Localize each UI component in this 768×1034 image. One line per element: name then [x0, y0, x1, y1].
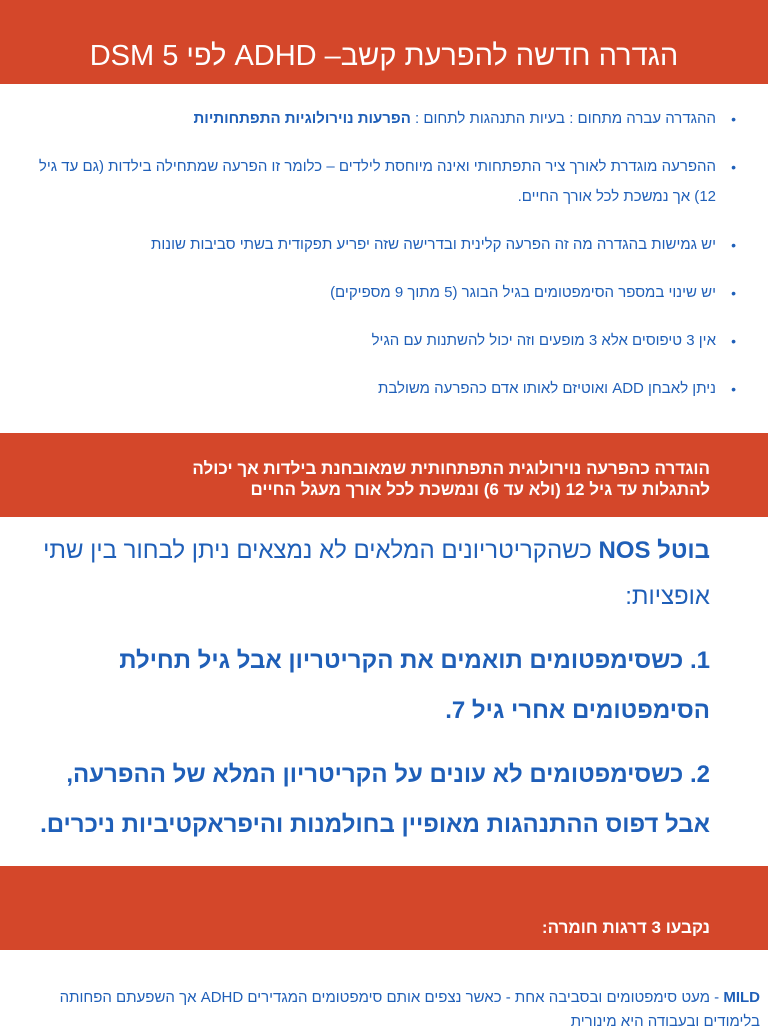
bullet-text: ההגדרה עברה מתחום : בעיות התנהגות לתחום :	[410, 110, 716, 127]
bullet-item: • ניתן לאבחן ADD ואוטיזם לאותו אדם כהפרעה משולבת	[30, 374, 736, 404]
bullet-item: • ההפרעה מוגדרת לאורך ציר התפתחותי ואינה מיוחסת לילדים – כלומר זו הפרעה שמתחילה בילדות (גם עד גיל 12) אך נמשכת לכל אורך החיים.	[30, 152, 736, 212]
bullet-bold-text: הפרעות נוירולוגיות התפתחותיות	[193, 110, 411, 127]
page-title: הגדרה חדשה להפרעת קשב– ADHD לפי DSM 5	[89, 40, 679, 72]
bullet-list	[30, 104, 736, 404]
severity-title: נקבעו 3 דרגות חומרה:	[541, 918, 710, 937]
mild-text: - מעט סימפטומים ובסביבה אחת - כאשר נצפים אותם סימפטומים המגדירים ADHD אך השפעתם הפחותה בלימודים ובעבודה היא מינורית	[59, 989, 760, 1030]
bullet-item: • יש גמישות בהגדרה מה זה הפרעה קלינית ובדרישה שזה יפריע תפקודית בשתי סביבות שונות	[30, 230, 736, 260]
nos-text: כשהקריטריונים המלאים לא נמצאים ניתן לבחור בין שתי אופציות:	[43, 537, 710, 610]
nos-section	[18, 528, 710, 850]
nos-option-1: 1. כשסימפטומים תואמים את הקריטריון אבל גיל תחילת הסימפטומים אחרי גיל 7.	[119, 647, 710, 724]
bullet-item: • אין 3 טיפוסים אלא 3 מופעים וזה יכול להשתנות עם הגיל	[30, 326, 736, 356]
nos-intro	[18, 528, 710, 620]
title-banner	[0, 0, 768, 84]
bullet-item	[30, 104, 736, 134]
mild-label: MILD	[723, 989, 760, 1006]
definition-banner	[0, 433, 768, 517]
definition-line: להתגלות עד גיל 12 (ולא עד 6) ונמשכת לכל אורך מעגל החיים	[250, 480, 710, 499]
nos-option-2: 2. כשסימפטומים לא עונים על הקריטריון המלא של ההפרעה, אבל דפוס ההתנהגות מאופיין בחולמנות והיפראקטיביות ניכרים.	[40, 761, 710, 838]
bullet-item: • יש שינוי במספר הסימפטומים בגיל הבוגר (5 מתוך 9 מספיקים)	[30, 278, 736, 308]
definition-text	[40, 458, 710, 500]
mild-paragraph	[36, 986, 760, 1034]
nos-bold: בוטל NOS	[598, 537, 710, 564]
severity-banner	[0, 866, 768, 950]
definition-line: הוגדרה כהפרעה נוירולוגית התפתחותית שמאובחנת בילדות אך יכולה	[192, 459, 710, 478]
